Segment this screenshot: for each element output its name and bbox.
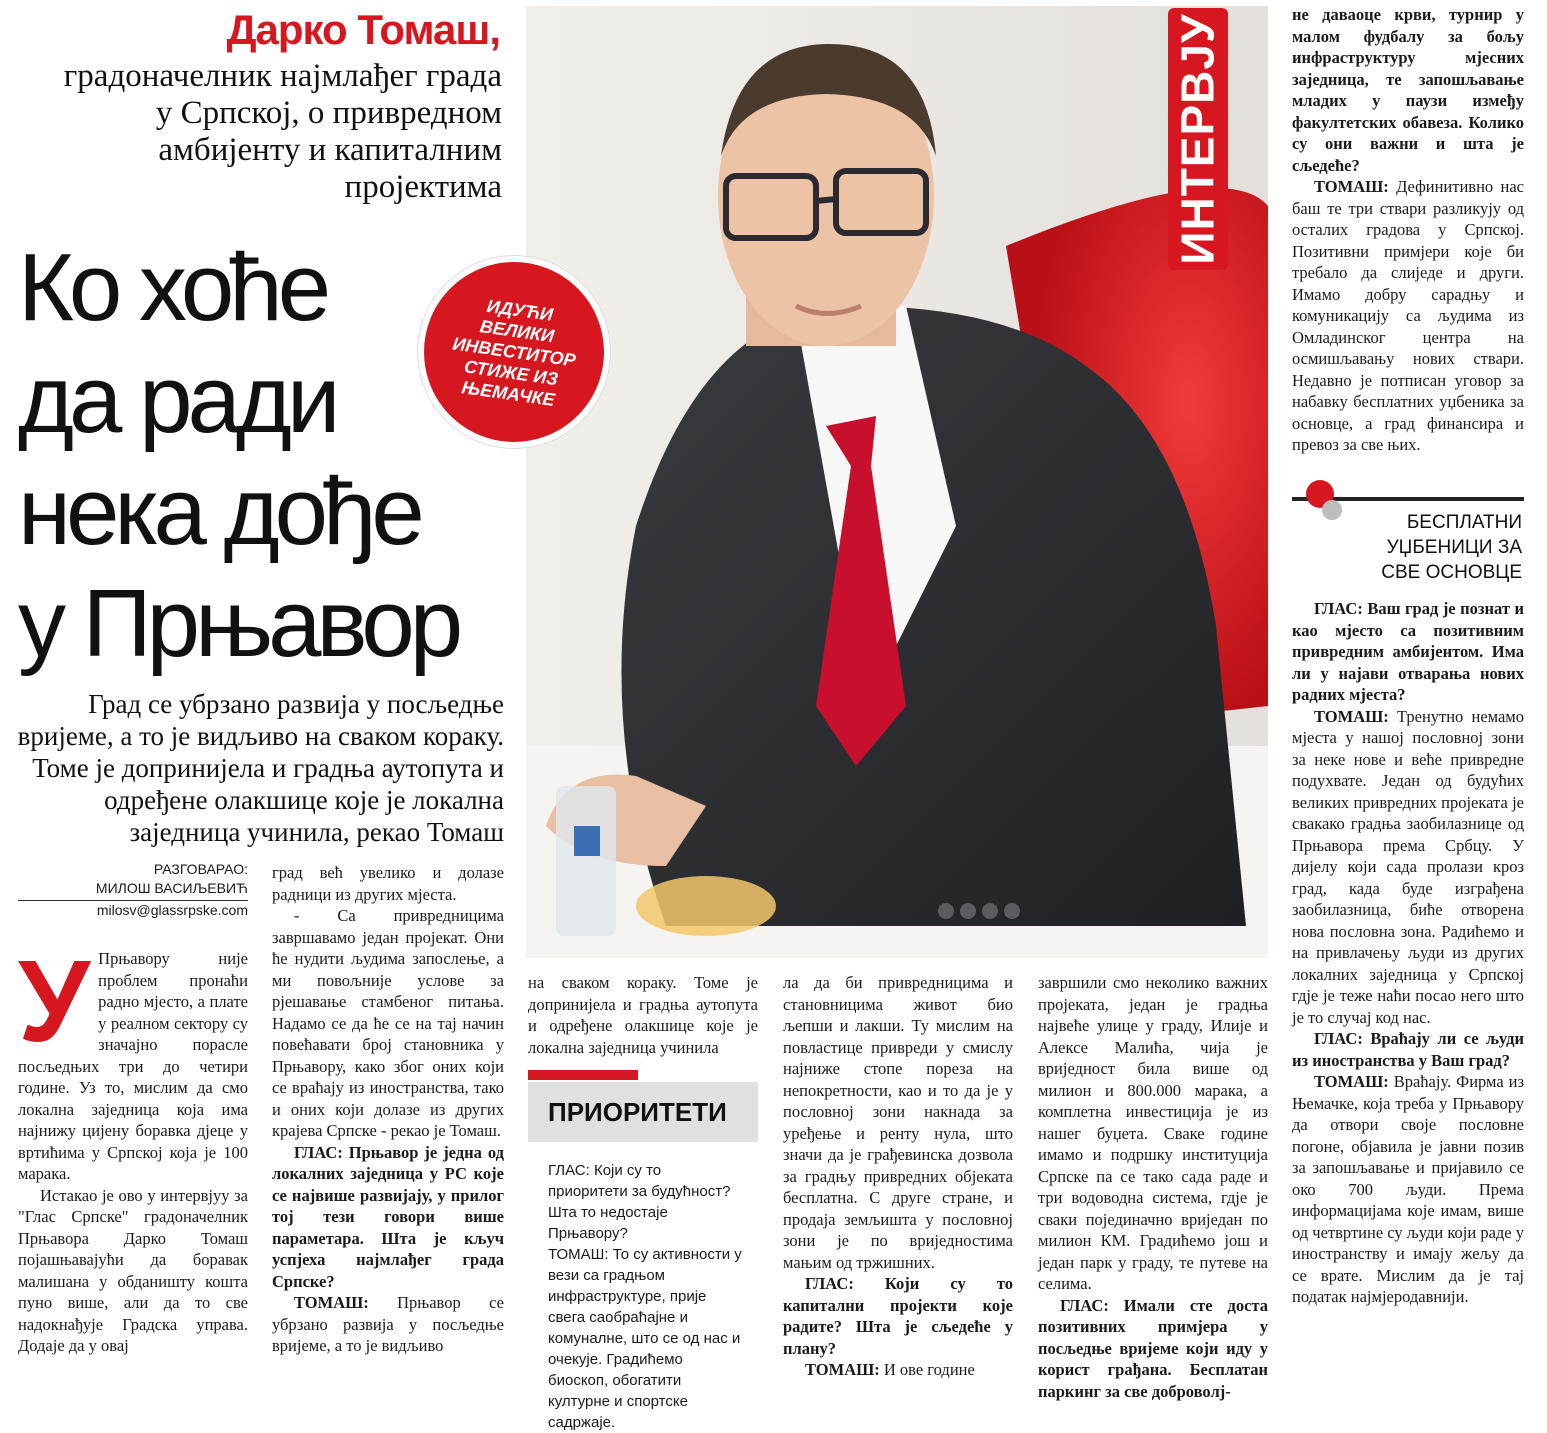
paragraph: град већ увелико и долазе радници из других мјеста. — [272, 863, 504, 904]
article-column-5 — [1038, 972, 1268, 1402]
portrait-illustration — [526, 6, 1268, 958]
paragraph: ла да би привредницима и становницима живот био љепши и лакши. Ту мислим на повластице привреди у смислу најниже стопе пореза на непокретности, као и то да је у пословној зони накнада за уређење и ренту нула, што значи да је грађевинска дозвола за градњу привредних објеката бесплатна. С друге стране, и продаја земљишта у пословној зони је по вриједностима мањим од тржишних. — [783, 973, 1013, 1272]
paragraph: Истакао је ово у интервјуу за "Глас Српске" градоначелник Прњавора Дарко Томаш појашњавајући да боравак малишана у обданишту кошта пуно више, али да то све надокнађује Градска управа. Додаје да у овај — [18, 1185, 248, 1355]
portrait-photo — [526, 6, 1268, 958]
article-column-2 — [272, 862, 504, 1357]
question: ГЛАС: Ваш град је познат и као мјесто са позитивним привредним амбијентом. Има ли у најави отварања нових радних мјеста? — [1292, 599, 1524, 704]
answer-text: Дефинитивно нас баш те три ствари разликују од осталих градова у Српској. Позитивни примјери које би требало да слиједе и други. Имамо добру сарадњу и комуникацију са људима из Омладинског центра на осмишљавању нових ствари. Недавно је потписан уговор за набавку бесплатних уџбеника за основце, а град финансира и превоз за све њих. — [1292, 177, 1524, 454]
answer — [1292, 1071, 1524, 1308]
sidebar-subheading: БЕСПЛАТНИ УЏБЕНИЦИ ЗА СВЕ ОСНОВЦЕ — [1381, 512, 1522, 583]
question: ГЛАС: Који су то капитални пројекти које радите? Шта је сљедеће у плану? — [783, 1274, 1013, 1358]
article-column-6 — [1292, 4, 1524, 456]
answer-label: ТОМАШ: — [1314, 1072, 1389, 1091]
article-column-6-continued — [1292, 598, 1524, 1308]
priorities-heading: ПРИОРИТЕТИ — [528, 1082, 758, 1142]
article-column-4 — [783, 972, 1013, 1381]
priorities-accent-bar — [528, 1070, 638, 1080]
subtitle: градоначелник најмлађег града у Српској, о привредном амбијенту и капиталним пројектима — [63, 58, 502, 205]
answer-label: ТОМАШ: — [1314, 706, 1389, 726]
interviewee-name: Дарко Томаш, — [226, 6, 500, 53]
answer-text: Враћају. Фирма из Њемачке, која треба у Прњавору да отвори своје пословне погоне, објавила је јавни позив за запошљавање и пријавило се око 700 људи. Према информацијама које имам, више од четвртине су људи који раде у иностранству и имају жељу да се врате. Мислим да је тај податак најмјеродавнији. — [1292, 1072, 1524, 1306]
answer-text: Тренутно немамо мјеста у нашој пословној зони за неке нове и веће привредне подухвате. Један од будућих великих привредних пројеката је свакако градња заобилазнице од Прњавора према Србцу. У дијелу који сада пролази кроз град, када буде изграђена заобилазница, биће отворена нова пословна зона. Радићемо и на привлачењу људи из других локалних заједница у Српској гдје је теже наћи посао него што је то случај код нас. — [1292, 706, 1524, 1027]
answer-text: И ове године — [879, 1360, 975, 1379]
lede: Град се убрзано развија у посљедње вријеме, а то је видљиво на сваком кораку. Томе је допринијела и градња аутопута и одређене олакшице које је локална заједница учинила, рекао Томаш — [17, 689, 504, 847]
byline-author: МИЛОШ ВАСИЉЕВИЋ — [95, 880, 248, 896]
byline — [18, 860, 248, 920]
headline-line: у Прњавор — [18, 570, 459, 677]
paragraph: - Са привредницима завршавамо један пројекат. Они ће нудити људима запослење, а ми повољније услове за рјешавање стамбеног питања. Надамо се да ће се на тај начин повећавати број становника у Прњавору, како због оних који се враћају из иностранства, тако и оних који долазе из других крајева Српске - рекао је Томаш. — [272, 906, 504, 1140]
answer-label: ТОМАШ: — [294, 1293, 369, 1312]
priorities-answer — [548, 1244, 744, 1433]
byline-email: milosv@glassrpske.com — [18, 900, 248, 920]
question: ГЛАС: Враћају ли се људи из иностранства у Ваш град? — [1292, 1029, 1524, 1070]
section-tag — [1168, 8, 1228, 270]
priorities-question: ГЛАС: Који су то приоритети за будућност? Шта то недостаје Прњавору? — [548, 1162, 731, 1242]
answer — [1292, 706, 1524, 1029]
answer-label: ТОМАШ: — [805, 1360, 880, 1379]
answer — [783, 1359, 1013, 1381]
answer-text: То су активности у вези са градњом инфраструктуре, прије свега саобраћајне и комуналне, што се од нас и очекује. Градићемо биоскоп, обогатити културне и спортске садржаје. — [548, 1246, 742, 1431]
answer — [272, 1292, 504, 1357]
question: не даваоце крви, турнир у малом фудбалу за бољу инфраструктуру мјесних заједница, те запошљавање младих у паузи између факултетских обавеза. Колико су они важни и шта је сљедеће? — [1292, 5, 1524, 175]
callout-badge — [418, 256, 610, 448]
headline-line: Ко хоће — [18, 234, 327, 341]
paragraph: завршили смо неколико важних пројеката, један је градња највеће улице у граду, Илије и Алексе Малића, чија је вриједност била више од милион и 800.000 марака, а комплетна инвестиција је из нашег буџета. Сваке године имамо и подршку институција Српске па се тако сада раде и три водоводна система, гдје је сваки појединачно вриједан по милион КМ. Градићемо још и један парк у граду, те путеве на селима. — [1038, 973, 1268, 1293]
section-tag-label: ИНТЕРВЈУ — [1172, 13, 1225, 265]
question: ГЛАС: Прњавор је једна од локалних заједница у РС које се највише развијају, у прилог тој тези говори више параметара. Шта је кључ успјеха најмлађег града Српске? — [272, 1142, 504, 1291]
headline-line: да ради — [18, 346, 336, 453]
article-column-3 — [528, 972, 758, 1058]
answer — [1292, 176, 1524, 456]
byline-label: РАЗГОВАРАО: — [153, 861, 248, 877]
answer-text: Прњавор се убрзано развија у посљедње вријеме, а то је видљиво — [272, 1293, 504, 1355]
headline-line: нека дође — [18, 458, 420, 565]
article-column-1 — [18, 936, 248, 1357]
question: ГЛАС: Имали сте доста позитивних примјера у посљедње вријеме који иду у корист грађана. Бесплатан паркинг за све доброволј- — [1038, 1295, 1268, 1401]
glass-cup — [636, 876, 776, 936]
water-bottle — [556, 786, 616, 936]
answer-label: ТОМАШ: — [1314, 177, 1389, 196]
drop-cap: У — [18, 936, 91, 1066]
paragraph: Прњавору није проблем пронаћи радно мјесто, а плате у реалном сектору су значајно порасле посљедњих три до четири године. Уз то, мислим да смо локална заједница која има најнижу цијену боравка дјеце у вртићима у Српској која је 100 марака. — [18, 949, 248, 1183]
priorities-text — [548, 1160, 744, 1433]
answer-label: ТОМАШ: — [548, 1246, 609, 1263]
paragraph: на сваком кораку. Томе је допринијела и градња аутопута и одређене олакшице које је локална заједница учинила — [528, 973, 758, 1057]
callout-badge-text: ИДУЋИ ВЕЛИКИ ИНВЕСТИТОР СТИЖЕ ИЗ ЊЕМАЧКЕ — [451, 295, 577, 410]
